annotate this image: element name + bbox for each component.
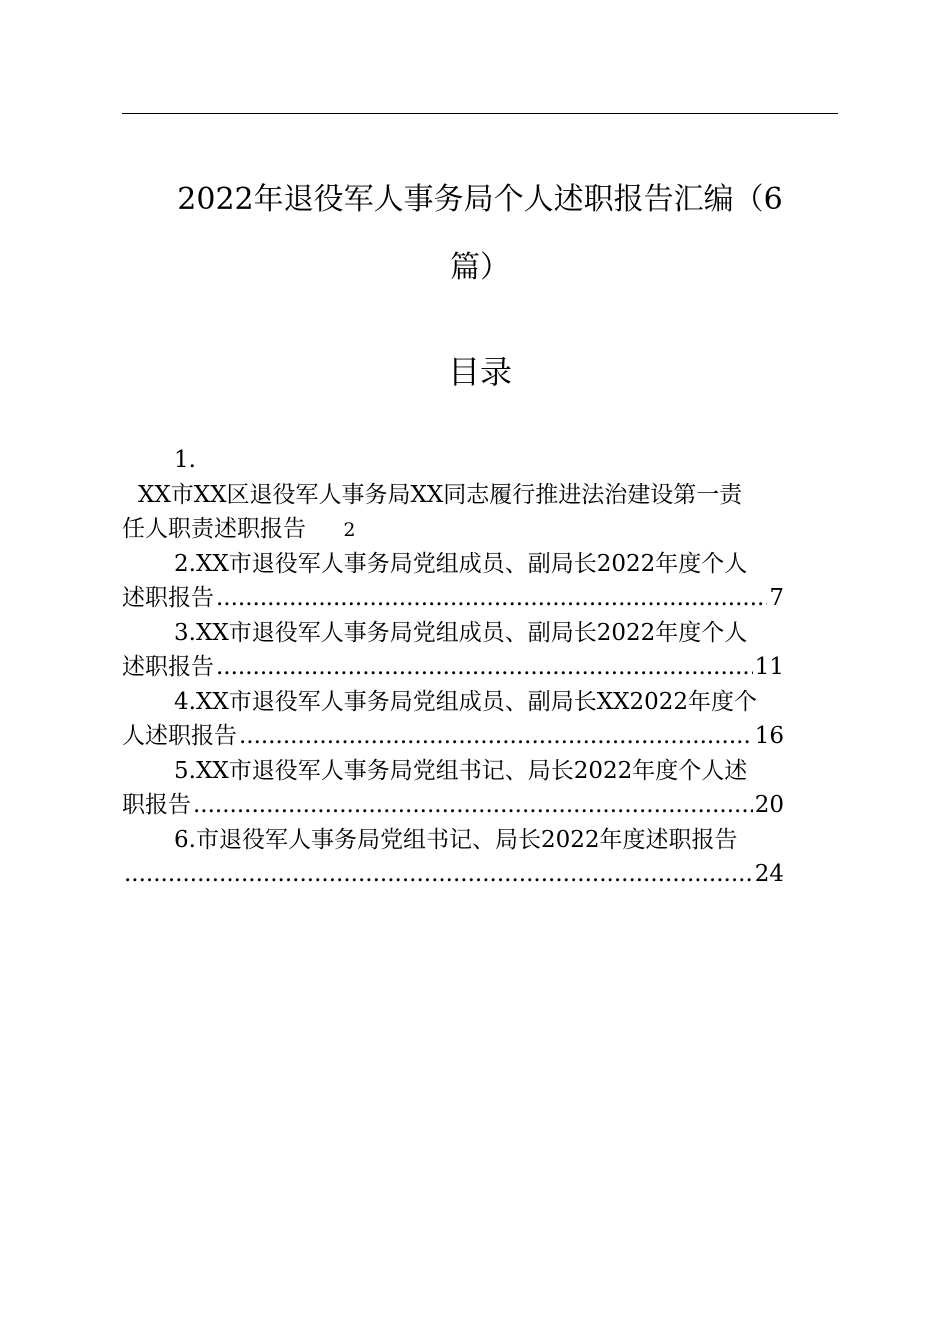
toc-entry-1-title-text: XX市XX区退役军人事务局XX同志履行推进法治建设第一责 xyxy=(138,482,743,508)
toc-entry-4-title-line1[interactable]: 4.XX市退役军人事务局党组成员、副局长XX2022年度个 xyxy=(174,689,757,715)
toc-entry-5-leader xyxy=(193,789,753,821)
toc-entry-2-leader xyxy=(216,582,767,614)
toc-entry-3-title-text: 述职报告 xyxy=(122,654,214,680)
toc-entry-2-title-line1[interactable]: 2.XX市退役军人事务局党组成员、副局长2022年度个人 xyxy=(174,551,748,577)
toc-entry-2-title-line2[interactable] xyxy=(122,582,784,614)
toc-entry-4-title-line2[interactable] xyxy=(122,720,784,752)
toc-entry-6-page: 24 xyxy=(754,861,784,887)
document-title-line-1: 2022年退役军人事务局个人述职报告汇编（6 xyxy=(177,182,783,217)
toc-entry-6-title-line2[interactable] xyxy=(122,858,784,890)
header-rule xyxy=(122,113,838,114)
toc-entry-4-title-text: 人述职报告 xyxy=(122,723,237,749)
toc-entry-3-title-line1[interactable]: 3.XX市退役军人事务局党组成员、副局长2022年度个人 xyxy=(174,620,748,646)
toc-entry-5-title-line2[interactable] xyxy=(122,789,784,821)
toc-entry-1-title-text-2: 任人职责述职报告 xyxy=(122,516,306,542)
toc-heading: 目录 xyxy=(447,353,512,391)
toc-entry-1-page: 2 xyxy=(343,519,356,541)
toc-entry-3-page: 11 xyxy=(754,654,784,680)
toc-entry-3-leader xyxy=(216,651,753,683)
toc-entry-2-page: 7 xyxy=(769,585,784,611)
toc-entry-4-leader xyxy=(239,720,753,752)
toc-entry-5-page: 20 xyxy=(754,792,784,818)
toc-entry-1-number[interactable]: 1. xyxy=(174,447,196,473)
toc-entry-6-title-line1[interactable]: 6.市退役军人事务局党组书记、局长2022年度述职报告 xyxy=(174,827,738,853)
toc-entry-1-title-line1[interactable] xyxy=(122,479,838,511)
toc-entry-1-title-line2[interactable] xyxy=(122,513,355,546)
document-title-line-2: 篇） xyxy=(450,250,510,285)
toc-entry-4-page: 16 xyxy=(754,723,784,749)
toc-entry-3-title-line2[interactable] xyxy=(122,651,784,683)
toc-entry-5-title-line1[interactable]: 5.XX市退役军人事务局党组书记、局长2022年度个人述 xyxy=(174,758,748,784)
toc-entry-2-title-text: 述职报告 xyxy=(122,585,214,611)
toc-entry-6-leader xyxy=(124,858,753,890)
toc-entry-5-title-text: 职报告 xyxy=(122,792,191,818)
